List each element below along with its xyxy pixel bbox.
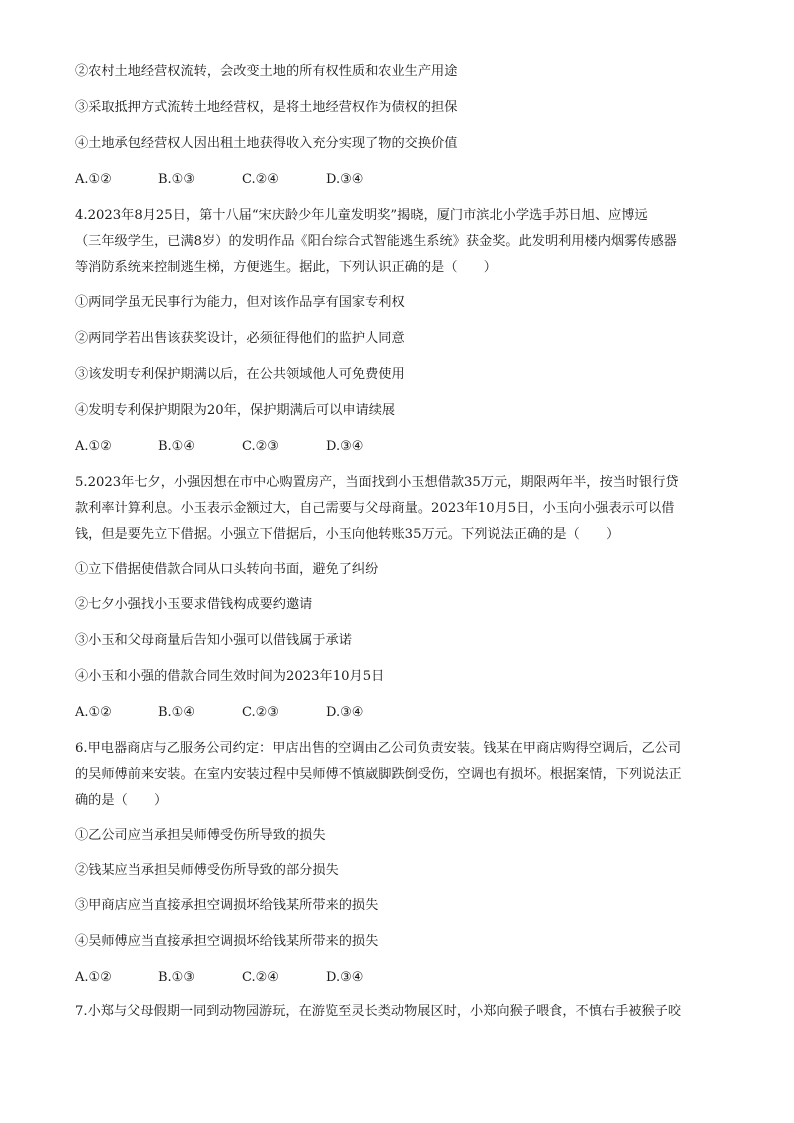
q5-option-d: D.③④ — [326, 705, 364, 720]
q7-stem-line-1: 7.小郑与父母假期一同到动物园游玩，在游览至灵长类动物展区时，小郑向猴子喂食，不慎右手被猴子咬 — [75, 1004, 682, 1019]
q5-options — [75, 704, 363, 722]
q6-statement-4: ④吴师傅应当直接承担空调损坏给钱某所带来的损失 — [75, 934, 379, 949]
q6-statement-1: ①乙公司应当承担吴师傅受伤所导致的损失 — [75, 828, 326, 843]
q4-option-d: D.③④ — [326, 439, 364, 454]
q5-statement-3: ③小玉和父母商量后告知小强可以借钱属于承诺 — [75, 633, 352, 648]
q4-stem-line-1: 4.2023年8月25日，第十八届“宋庆龄少年儿童发明奖”揭晓，厦门市滨北小学选手苏日旭、应博远 — [75, 208, 648, 223]
q5-option-c: C.②③ — [242, 705, 279, 720]
q4-statement-2: ②两同学若出售该获奖设计，必须征得他们的监护人同意 — [75, 331, 405, 346]
q3-statement-2: ②农村土地经营权流转，会改变土地的所有权性质和农业生产用途 — [75, 64, 458, 79]
q5-option-a: A.①② — [75, 705, 112, 720]
q6-stem-line-3: 确的是（ ） — [75, 793, 168, 808]
q3-option-a: A.①② — [75, 172, 112, 187]
q5-statement-2: ②七夕小强找小玉要求借钱构成要约邀请 — [75, 597, 313, 612]
q4-stem-line-2: （三年级学生，已满8岁）的发明作品《阳台综合式智能逃生系统》获金奖。此发明利用楼内烟雾传感器 — [75, 234, 677, 249]
q6-option-b: B.①③ — [158, 970, 195, 985]
q6-statement-3: ③甲商店应当直接承担空调损坏给钱某所带来的损失 — [75, 898, 379, 913]
q5-option-b: B.①④ — [158, 705, 195, 720]
q4-option-b: B.①④ — [158, 439, 195, 454]
q6-stem-line-2: 的吴师傅前来安装。在室内安装过程中吴师傅不慎崴脚跌倒受伤，空调也有损坏。根据案情，下列说法正 — [75, 767, 682, 782]
q4-option-c: C.②③ — [242, 439, 279, 454]
q3-options — [75, 171, 363, 189]
q6-statement-2: ②钱某应当承担吴师傅受伤所导致的部分损失 — [75, 863, 339, 878]
q4-options — [75, 438, 363, 456]
q5-statement-4: ④小玉和小强的借款合同生效时间为2023年10月5日 — [75, 669, 385, 684]
q6-option-d: D.③④ — [326, 970, 364, 985]
q3-statement-3: ③采取抵押方式流转土地经营权，是将土地经营权作为债权的担保 — [75, 100, 458, 115]
q4-statement-4: ④发明专利保护期限为20年，保护期满后可以申请续展 — [75, 403, 396, 418]
q4-statement-3: ③该发明专利保护期满以后，在公共领域他人可免费使用 — [75, 367, 405, 382]
q6-options — [75, 969, 363, 987]
q6-option-c: C.②④ — [242, 970, 279, 985]
q6-option-a: A.①② — [75, 970, 112, 985]
q6-stem-line-1: 6.甲电器商店与乙服务公司约定：甲店出售的空调由乙公司负责安装。钱某在甲商店购得空调后，乙公司 — [75, 741, 682, 756]
q4-option-a: A.①② — [75, 439, 112, 454]
q3-option-b: B.①③ — [158, 172, 195, 187]
q5-stem-line-3: 钱，但是要先立下借据。小强立下借据后，小玉向他转账35万元。下列说法正确的是（ ） — [75, 527, 620, 542]
q5-stem-line-1: 5.2023年七夕，小强因想在市中心购置房产，当面找到小玉想借款35万元，期限两年半，按当时银行贷 — [75, 475, 679, 490]
q4-statement-1: ①两同学虽无民事行为能力，但对该作品享有国家专利权 — [75, 295, 405, 310]
q5-stem-line-2: 款利率计算利息。小玉表示金额过大，自己需要与父母商量。2023年10月5日，小玉向小强表示可以借 — [75, 501, 675, 516]
q3-option-d: D.③④ — [326, 172, 364, 187]
q5-statement-1: ①立下借据使借款合同从口头转向书面，避免了纠纷 — [75, 562, 379, 577]
q4-stem-line-3: 等消防系统来控制逃生梯，方便逃生。据此，下列认识正确的是（ ） — [75, 260, 497, 275]
q3-option-c: C.②④ — [242, 172, 279, 187]
q3-statement-4: ④土地承包经营权人因出租土地获得收入充分实现了物的交换价值 — [75, 136, 458, 151]
